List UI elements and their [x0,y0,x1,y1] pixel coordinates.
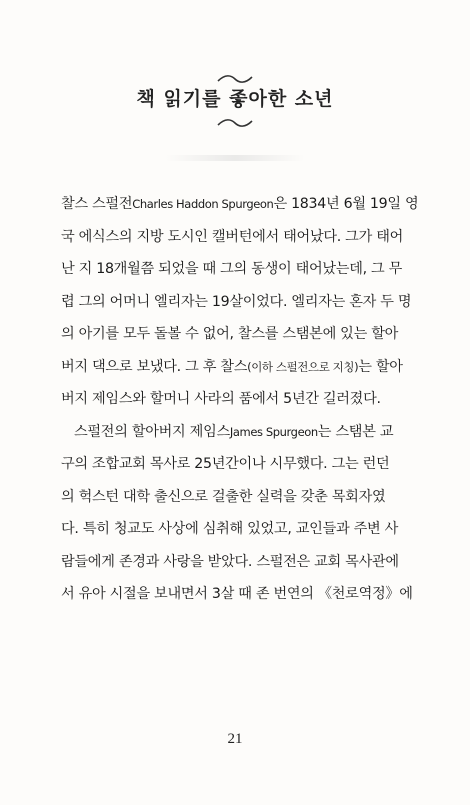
text-run: 는 할아 [358,358,403,375]
text-line: 난 지 18개월쯤 되었을 때 그의 동생이 태어났는데, 그 무 [61,261,403,277]
page-number: 21 [227,731,243,747]
text-line: 의 헉스턴 대학 출신으로 걸출한 실력을 갖춘 목회자였 [61,488,386,505]
text-line: 구의 조합교회 목사로 25년간이나 시무했다. 그는 런던 [61,456,390,472]
text-run: 는 스탬본 교 [317,423,394,440]
english-name: James Spurgeon [229,424,318,439]
text-line [61,351,421,384]
parenthetical-note: (이하 스펄전으로 지칭) [247,359,359,374]
chapter-title: 책 읽기를 좋아한 소년 [136,88,334,110]
text-line: 버지 제임스와 할머니 사라의 품에서 5년간 길러졌다. [61,391,381,407]
text-run: 찰스 스펄전 [61,196,133,212]
faint-mark [165,155,305,161]
text-line: 렵 그의 어머니 엘리자는 19살이었다. 엘리자는 혼자 두 명 [61,293,412,310]
text-run: 버지 댁으로 보냈다. 그 후 찰스 [61,358,248,375]
text-line: 의 아기를 모두 돌볼 수 없어, 찰스를 스탬본에 있는 할아 [61,326,399,342]
body-text [61,188,421,611]
text-line [61,188,421,221]
text-line: 다. 특히 청교도 사상에 심취해 있었고, 교인들과 주변 사 [61,521,399,537]
text-line [61,416,421,449]
english-name: Charles Haddon Spurgeon [132,197,274,211]
text-line: 국 에식스의 지방 도시인 캘버턴에서 태어났다. 그가 태어 [61,228,403,245]
text-run: 스펄전의 할아버지 제임스 [74,423,230,440]
swash-ornament-icon [215,116,255,130]
text-line: 람들에게 존경과 사랑을 받았다. 스펄전은 교회 목사관에 [61,553,399,570]
text-line: 서 유아 시절을 보내면서 3살 때 존 번연의 《천로역정》에 [61,586,413,602]
text-run: 은 1834년 6월 19일 영 [273,196,419,212]
